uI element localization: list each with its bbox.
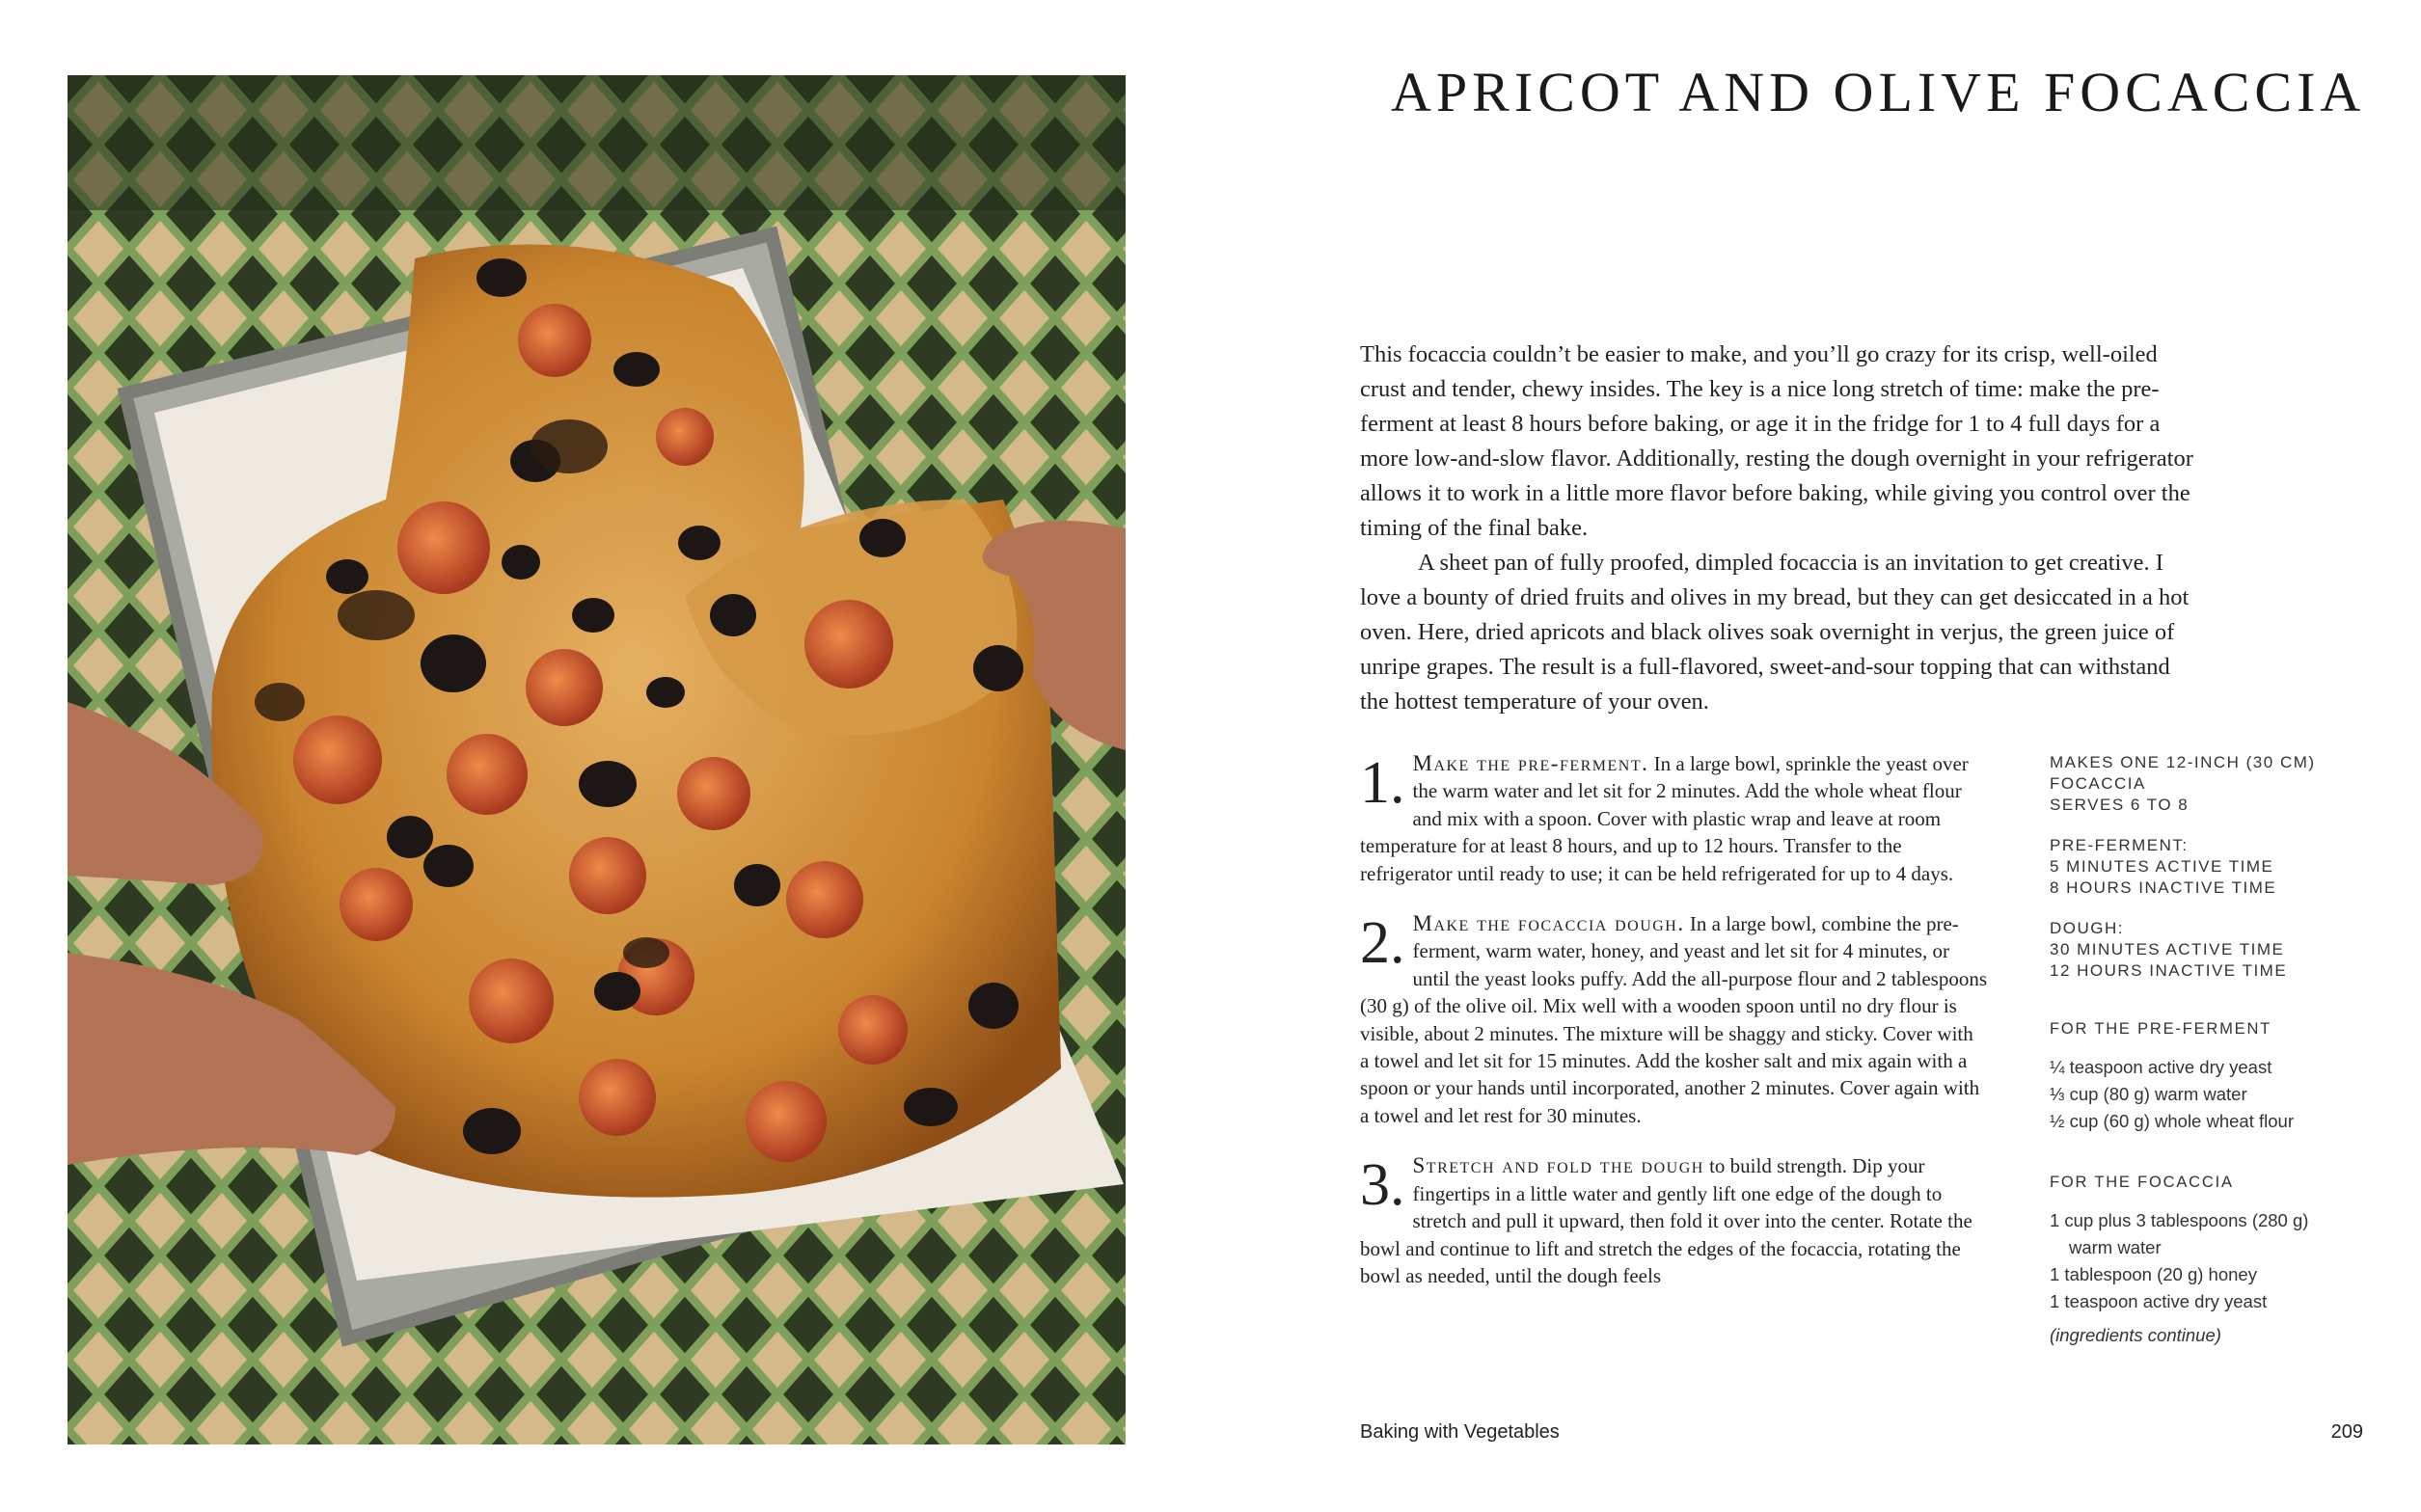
time-line: 5 MINUTES ACTIVE TIME — [2050, 857, 2274, 876]
step-number: 1. — [1360, 750, 1405, 816]
preferment-ingredients — [2050, 1054, 2339, 1135]
time-line: PRE-FERMENT: — [2050, 836, 2189, 854]
recipe-sidebar — [2050, 752, 2339, 1346]
step-text: to build strength. Dip your fingertips in a little water and gently lift one edge of the dough to stretch and pull it upward, then fold it over into the center. Rotate the bowl and continue to lift and stretch the edges of the focaccia, rotating the bowl as needed, until the dough feels — [1360, 1154, 1972, 1287]
step-text: In a large bowl, sprinkle the yeast over the warm water and let sit for 2 minutes. Add the whole wheat flour and mix with a spoon. Cover with plastic wrap and leave at room temperature for at least 8 hours, and up to 12 hours. Transfer to the refrigerator until ready to use; it can be held refrigerated for up to 4 days. — [1360, 752, 1969, 885]
ingredient: warm water — [2069, 1237, 2162, 1257]
yield-info — [2050, 752, 2339, 816]
recipe-steps — [1360, 750, 1987, 1312]
step-heading: Stretch and fold the dough — [1412, 1153, 1704, 1178]
time-line: 30 MINUTES ACTIVE TIME — [2050, 940, 2285, 958]
step-heading: Make the pre-ferment. — [1412, 751, 1649, 775]
yield-line: FOCACCIA — [2050, 774, 2146, 793]
ingredients-continue-note: (ingredients continue) — [2050, 1325, 2221, 1345]
time-line: DOUGH: — [2050, 919, 2124, 937]
step-text: In a large bowl, combine the pre-ferment, warm water, honey, and yeast and let sit for 4 minutes, or until the yeast looks puffy. Add the all-purpose flour and 2 tablespoons (30 g) of the olive oil. Mix well with a wooden spoon until no dry flour is visible, about 2 minutes. The mixture will be shaggy and sticky. Cover with a towel and let sit for 15 minutes. Add the kosher salt and mix again with a spoon or your hands until incorporated, another 2 minutes. Cover again with a towel and let rest for 30 minutes. — [1360, 912, 1987, 1127]
step-number: 2. — [1360, 910, 1405, 977]
step-2 — [1360, 910, 1987, 1129]
recipe-intro — [1360, 338, 2199, 719]
ingredient: 1 tablespoon (20 g) honey — [2050, 1264, 2257, 1284]
ingredient: ⅓ cup (80 g) warm water — [2050, 1084, 2247, 1104]
page-number: 209 — [2330, 1421, 2363, 1443]
step-1 — [1360, 750, 1987, 887]
time-line: 12 HOURS INACTIVE TIME — [2050, 961, 2288, 980]
focaccia-ingredients-heading: FOR THE FOCACCIA — [2050, 1174, 2234, 1191]
preferment-time — [2050, 835, 2339, 899]
ingredient: ½ cup (60 g) whole wheat flour — [2050, 1111, 2294, 1131]
yield-line: MAKES ONE 12-INCH (30 CM) — [2050, 753, 2316, 771]
intro-paragraph-2: A sheet pan of fully proofed, dimpled focaccia is an invitation to get creative. I love a bounty of dried fruits and olives in my bread, but they can get desiccated in a hot oven. Here, dried apricots and black olives soak overnight in verjus, the green juice of unripe grapes. The result is a full-flavored, sweet-and-sour topping that can withstand the hottest temperature of your oven. — [1360, 550, 2190, 715]
dough-time — [2050, 918, 2339, 982]
ingredient: ¼ teaspoon active dry yeast — [2050, 1057, 2272, 1077]
recipe-title: APRICOT AND OLIVE FOCACCIA — [1391, 61, 2366, 123]
ingredient: 1 cup plus 3 tablespoons (280 g) — [2050, 1210, 2309, 1230]
focaccia-illustration — [68, 75, 1126, 1444]
focaccia-ingredients — [2050, 1207, 2339, 1315]
time-line: 8 HOURS INACTIVE TIME — [2050, 878, 2277, 897]
preferment-ingredients-heading: FOR THE PRE-FERMENT — [2050, 1020, 2272, 1038]
step-3 — [1360, 1152, 1987, 1289]
book-title-footer: Baking with Vegetables — [1360, 1421, 1560, 1443]
step-number: 3. — [1360, 1152, 1405, 1219]
intro-paragraph-1: This focaccia couldn’t be easier to make, and you’ll go crazy for its crisp, well-oiled crust and tender, chewy insides. The key is a nice long stretch of time: make the pre-ferment at least 8 hours before baking, or age it in the fridge for 1 to 4 full days for a more low-and-slow flavor. Additionally, resting the dough overnight in your refrigerator allows it to work in a little more flavor before baking, while giving you control over the timing of the final bake. — [1360, 341, 2193, 541]
step-heading: Make the focaccia dough. — [1412, 911, 1685, 936]
yield-line: SERVES 6 TO 8 — [2050, 796, 2190, 814]
ingredient: 1 teaspoon active dry yeast — [2050, 1291, 2268, 1311]
focaccia-photo — [68, 75, 1126, 1444]
